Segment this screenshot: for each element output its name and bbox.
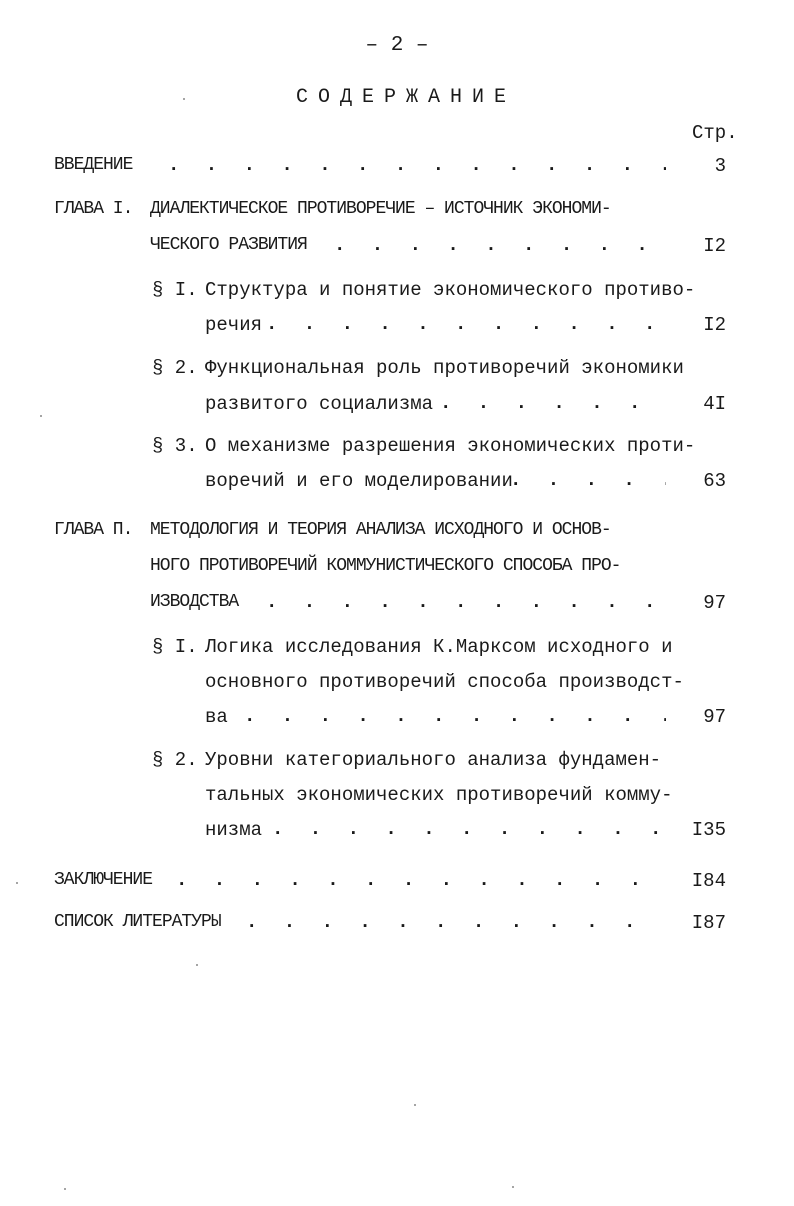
- toc-leader-dots: [168, 154, 666, 180]
- toc-section-number: § 2.: [152, 357, 198, 379]
- toc-heading-line: Структура и понятие экономического противо-: [205, 279, 696, 301]
- toc-heading-line: Уровни категориального анализа фундамен-: [205, 749, 662, 771]
- toc-heading-line: тальных экономических противоречий комму-: [205, 784, 673, 806]
- toc-leader-dots: [176, 869, 666, 895]
- scan-speck: [16, 882, 18, 884]
- toc-page-number: 63: [703, 470, 726, 492]
- toc-heading-line: низма: [205, 819, 263, 841]
- toc-page-number: I2: [703, 235, 726, 257]
- toc-page-number: 97: [703, 706, 726, 728]
- page-title: СОДЕРЖАНИЕ: [295, 86, 517, 109]
- toc-heading-line: воречий и его моделировании: [205, 470, 513, 492]
- toc-label: ВВЕДЕНИЕ: [54, 155, 133, 175]
- scan-speck: [414, 1104, 416, 1106]
- toc-leader-dots: [334, 234, 666, 260]
- scan-speck: [183, 98, 185, 100]
- toc-leader-dots: [272, 818, 666, 844]
- toc-leader-dots: [266, 313, 666, 339]
- toc-label: СПИСОК ЛИТЕРАТУРЫ: [54, 912, 221, 932]
- toc-heading-line: ЧЕСКОГО РАЗВИТИЯ: [150, 235, 307, 255]
- toc-page-number: I2: [703, 314, 726, 336]
- toc-page-number: I35: [691, 819, 726, 841]
- toc-heading-line: ИЗВОДСТВА: [150, 592, 239, 612]
- toc-chapter-label: ГЛАВА П.: [54, 520, 133, 540]
- toc-heading-line: О механизме разрешения экономических проти-: [205, 435, 696, 457]
- scan-speck: [512, 1186, 514, 1188]
- scan-speck: [64, 1188, 66, 1190]
- toc-leader-dots: [244, 705, 666, 731]
- toc-section-number: § I.: [152, 279, 198, 301]
- page-column-header: Стр.: [692, 122, 738, 144]
- toc-section-number: § I.: [152, 636, 198, 658]
- toc-heading-line: основного противоречий способа производст-: [205, 671, 684, 693]
- toc-page-number: I87: [691, 912, 726, 934]
- toc-label: ЗАКЛЮЧЕНИЕ: [54, 870, 153, 890]
- toc-heading-line: развитого социализма: [205, 393, 434, 415]
- toc-heading-line: Логика исследования К.Марксом исходного и: [205, 636, 673, 658]
- toc-page-number: 3: [714, 155, 726, 177]
- toc-section-number: § 2.: [152, 749, 198, 771]
- scan-speck: [196, 964, 198, 966]
- toc-section-number: § 3.: [152, 435, 198, 457]
- toc-leader-dots: [266, 591, 666, 617]
- toc-page-number: I84: [691, 870, 726, 892]
- toc-leader-dots: [246, 911, 666, 937]
- toc-heading-line: МЕТОДОЛОГИЯ И ТЕОРИЯ АНАЛИЗА ИСХОДНОГО И ОСНОВ-: [150, 520, 611, 540]
- toc-heading-line: речия: [205, 314, 263, 336]
- scan-speck: [40, 415, 42, 417]
- toc-leader-dots: [510, 469, 666, 495]
- toc-leader-dots: [440, 392, 666, 418]
- toc-page-number: 97: [703, 592, 726, 614]
- toc-heading-line: ва: [205, 706, 228, 728]
- page-number: – 2 –: [365, 34, 429, 57]
- toc-heading-line: ДИАЛЕКТИЧЕСКОЕ ПРОТИВОРЕЧИЕ – ИСТОЧНИК ЭКОНОМИ-: [150, 199, 611, 219]
- toc-page-number: 4I: [703, 393, 726, 415]
- toc-heading-line: Функциональная роль противоречий экономики: [205, 357, 684, 379]
- toc-chapter-label: ГЛАВА I.: [54, 199, 133, 219]
- toc-heading-line: НОГО ПРОТИВОРЕЧИЙ КОММУНИСТИЧЕСКОГО СПОСОБА ПРО-: [150, 556, 621, 576]
